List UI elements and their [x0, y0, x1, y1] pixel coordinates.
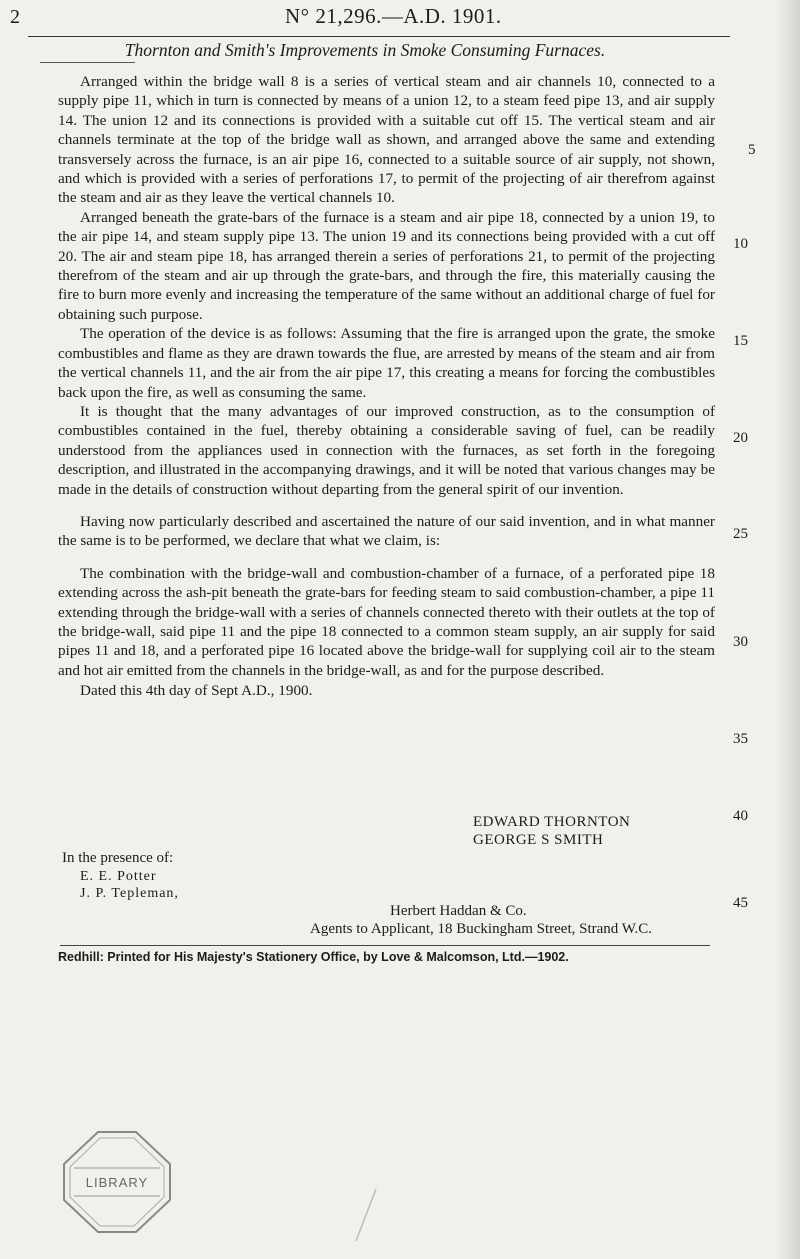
witness-name: J. P. Tepleman, [80, 886, 179, 901]
line-number: 15 [733, 333, 748, 349]
signatories [473, 813, 630, 849]
page-edge-shadow [775, 0, 800, 1259]
witness-name: E. E. Potter [80, 869, 157, 884]
agent-address: Agents to Applicant, 18 Buckingham Street, Strand W.C. [310, 921, 653, 937]
claims-intro: Having now particularly described and ascertained the nature of our said invention, and in what manner the same is to be performed, we declare that what we claim, is: [58, 512, 715, 550]
line-number: 25 [733, 526, 748, 542]
patent-header: N° 21,296.—A.D. 1901. [285, 4, 502, 28]
line-number: 5 [748, 142, 756, 158]
claim-text: The combination with the bridge-wall and combustion-chamber of a furnace, of a perforated pipe 18 extending across the ash-pit beneath the grate-bars for feeding steam to said combustion-chamber, a pipe 11 extending through the bridge-wall with a series of channels connected thereto with their outlets at the top of the bridge-wall, said pipe 11 and the pipe 18 connected to a common steam supply, an air supply for said pipes 11 and 18, and a perforated pipe 16 located above the bridge-wall for supplying coil air to the steam and hot air emitted from the channels in the bridge-wall, as and for the purpose described. [58, 564, 715, 679]
line-number: 40 [733, 808, 748, 824]
printer-imprint: Redhill: Printed for His Majesty's Stationery Office, by Love & Malcomson, Ltd.—1902. [58, 950, 569, 964]
body-paragraph: Arranged within the bridge wall 8 is a series of vertical steam and air channels 10, connected to a supply pipe 11, which in turn is connected by means of a union 12, to a steam feed pipe 13, and air supply 14. The union 12 and its connections is provided with a suitable cut off 15. The vertical steam and air channels terminate at the top of the bridge wall as shown, and arranged above the same and extending transversely across the furnace, is an air pipe 16, connected to a suitable source of air supply, not shown, and which is provided with a series of perforations 17, to permit of the projecting of air therefrom against the steam and air as they leave the vertical channels 10. [58, 73, 715, 207]
line-number: 35 [733, 731, 748, 747]
running-title: Thornton and Smith's Improvements in Smoke Consuming Furnaces. [124, 40, 606, 60]
library-stamp [60, 1128, 174, 1236]
stamp-label: LIBRARY [85, 1175, 149, 1190]
signatory-name: EDWARD THORNTON [473, 814, 631, 830]
line-number: 20 [733, 430, 748, 446]
title-underline [40, 62, 135, 63]
line-number: 10 [733, 236, 748, 252]
agents-block [310, 902, 652, 938]
page-number: 2 [10, 6, 20, 28]
body-paragraph: Arranged beneath the grate-bars of the furnace is a steam and air pipe 18, connected by a union 19, to the air pipe 14, and steam supply pipe 13. The union 19 and its connections being provided with a cut off 20. The air and steam pipe 18, has arranged therein a series of perforations 21, to permit of the projecting therefrom of the steam and air up through the grate-bars, and through the fire, this materially causing the fire to burn more evenly and increasing the temperature of the same without an additional charge of fuel for obtaining such purpose. [58, 208, 715, 323]
specification-body [58, 72, 715, 701]
pencil-mark [350, 1185, 380, 1245]
body-paragraph: The operation of the device is as follows: Assuming that the fire is arranged upon the grate, the smoke combustibles and flame as they are drawn towards the flue, are arrested by means of the steam and air from the vertical channels 11, and the air from the air pipe 17, this creating a means for forcing the combustibles back upon the fire, as well as consuming the same. [58, 325, 715, 401]
body-paragraph: It is thought that the many advantages of our improved construction, as to the consumption of combustibles contained in the fuel, thereby obtaining a considerable saving of fuel, can be readily understood from the appliances used in connection with the furnaces, as set forth in the foregoing description, and illustrated in the accompanying drawings, and it will be noted that various changes may be made in the details of construction without departing from the general spirit of our invention. [58, 402, 715, 498]
signatory-name: GEORGE S SMITH [473, 832, 604, 848]
line-number: 45 [733, 895, 748, 911]
witnesses [80, 868, 179, 902]
agent-firm: Herbert Haddan & Co. [390, 903, 527, 919]
header-rule [28, 36, 730, 37]
dated-line: Dated this 4th day of Sept A.D., 1900. [80, 682, 313, 700]
line-number: 30 [733, 634, 748, 650]
witness-intro: In the presence of: [62, 850, 174, 866]
imprint-rule [60, 945, 710, 946]
